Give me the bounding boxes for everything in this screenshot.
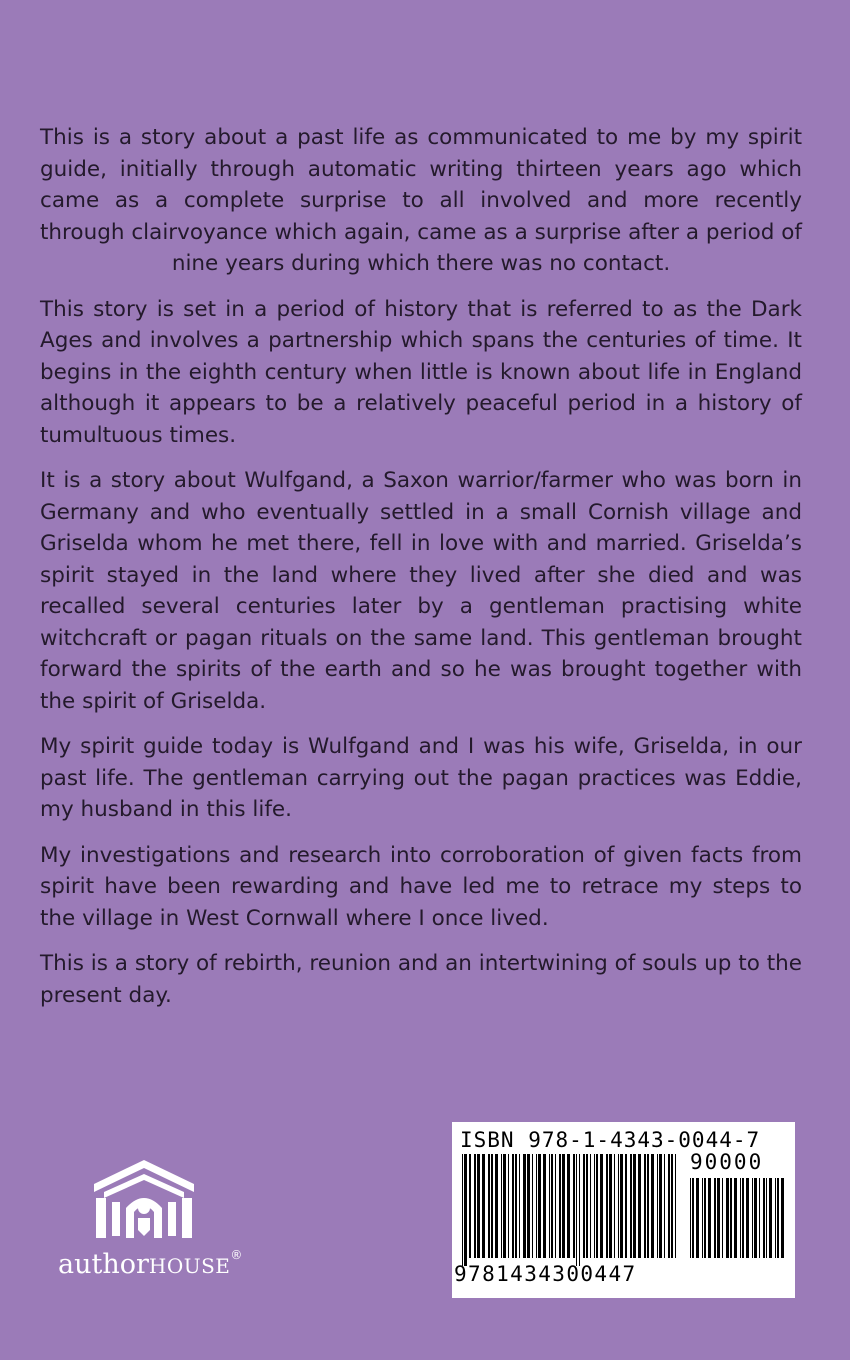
barcode-bar xyxy=(523,1154,526,1258)
barcode-bar xyxy=(576,1154,577,1266)
barcode-bar xyxy=(543,1154,546,1258)
barcode-bar xyxy=(551,1154,553,1258)
barcode-bar xyxy=(583,1154,585,1258)
barcode-bar xyxy=(495,1154,498,1258)
barcode-bar xyxy=(726,1178,729,1258)
barcode-bar xyxy=(606,1154,608,1258)
blurb-paragraph-3: It is a story about Wulfgand, a Saxon warrior/farmer who was born in Germany and who eventually settled in a small Cornish village and Griselda whom he met there, fell in love with and married. Griselda’s spirit stayed in the land where they lived after she died and was recalled several centuries later by a gentleman practising white witchcraft or pagan rituals on the same land. This gentleman brought forward the spirits of the earth and so he was brought together with the spirit of Griselda. xyxy=(40,468,802,714)
barcode-bar xyxy=(675,1154,676,1258)
barcode-bar xyxy=(777,1178,779,1258)
barcode-bar xyxy=(573,1154,575,1258)
isbn-barcode xyxy=(452,1122,795,1298)
barcode-bar xyxy=(462,1154,463,1266)
barcode-bar xyxy=(618,1154,619,1258)
barcode-bar xyxy=(746,1178,749,1258)
publisher-wordmark xyxy=(58,1248,242,1280)
barcode-bar xyxy=(644,1154,646,1258)
barcode-bar xyxy=(596,1154,598,1258)
barcode-bar xyxy=(766,1178,767,1258)
barcode-bar xyxy=(740,1178,741,1258)
barcode-bar xyxy=(630,1154,632,1258)
barcode-bar xyxy=(759,1178,760,1258)
trademark-symbol: ® xyxy=(230,1248,243,1262)
blurb-paragraph-2: This story is set in a period of history that is referred to as the Dark Ages and involves a partnership which spans the centuries of time. It begins in the eighth century when little is known about life in England although it appears to be a relatively peaceful period in a history of tumultuous times. xyxy=(40,296,802,448)
barcode-bar xyxy=(702,1178,703,1258)
barcode-bar xyxy=(579,1154,580,1266)
barcode-bar xyxy=(659,1154,662,1258)
barcode-bar xyxy=(708,1178,711,1258)
barcode-bar xyxy=(527,1154,530,1258)
barcode-bar xyxy=(696,1178,699,1258)
blurb-paragraph-6: This is a story of rebirth, reunion and an intertwining of souls up to the present day. xyxy=(40,951,802,1008)
blurb-paragraph-1: This is a story about a past life as communicated to me by my spirit guide, initially through automatic writing thirteen years ago which came as a complete surprise to all involved and more recently through clairvoyance which again, came as a surprise after a period of nine years during which there was no contact. xyxy=(40,125,802,276)
barcode-bar xyxy=(590,1154,591,1258)
barcode-bar xyxy=(586,1154,588,1258)
barcode-bar xyxy=(714,1178,716,1258)
publisher-name-part1: author xyxy=(58,1249,149,1280)
barcode-bar xyxy=(754,1178,757,1258)
barcode-bar xyxy=(609,1154,612,1258)
barcode-bar xyxy=(532,1154,533,1258)
barcode-bar xyxy=(491,1154,493,1258)
isbn-label: ISBN 978-1-4343-0044-7 xyxy=(460,1128,761,1152)
ean-digits: 9781434300447 xyxy=(454,1262,637,1286)
barcode-bar xyxy=(742,1178,744,1258)
barcode-bar xyxy=(671,1154,673,1258)
barcode-bar xyxy=(763,1178,765,1258)
barcode-bar xyxy=(474,1154,476,1258)
barcode-bar xyxy=(594,1154,595,1258)
publisher-logo xyxy=(58,1158,248,1288)
barcode-bar xyxy=(651,1154,654,1258)
back-cover-blurb xyxy=(40,122,802,1025)
barcode-bar xyxy=(600,1154,603,1258)
barcode-bar xyxy=(704,1178,706,1258)
barcode-bar xyxy=(519,1154,520,1258)
barcode-bar xyxy=(730,1178,732,1258)
barcode-bar xyxy=(692,1178,694,1258)
addon-barcode-bars xyxy=(688,1178,788,1266)
barcode-bar xyxy=(538,1154,541,1258)
barcode-bar xyxy=(722,1178,723,1258)
publisher-name-part2: HOUSE xyxy=(148,1254,231,1278)
barcode-bar xyxy=(614,1154,615,1258)
barcode-bar xyxy=(664,1154,665,1258)
barcode-bar xyxy=(567,1154,570,1258)
barcode-bar xyxy=(752,1178,753,1258)
house-book-icon xyxy=(90,1158,198,1244)
barcode-bar xyxy=(734,1178,737,1258)
barcode-bar xyxy=(647,1154,649,1258)
barcode-bar xyxy=(717,1178,720,1258)
barcode-bar xyxy=(559,1154,561,1258)
barcode-bar xyxy=(512,1154,514,1258)
barcode-bar xyxy=(477,1154,480,1258)
barcode-bar xyxy=(633,1154,636,1258)
barcode-bar xyxy=(620,1154,623,1258)
price-code: 90000 xyxy=(690,1150,764,1174)
barcode-bar xyxy=(562,1154,565,1258)
barcode-bar xyxy=(625,1154,627,1258)
barcode-bar xyxy=(464,1154,467,1266)
barcode-bar xyxy=(501,1154,502,1258)
barcode-bar xyxy=(488,1154,490,1258)
barcode-bar xyxy=(503,1154,506,1258)
blurb-paragraph-5: My investigations and research into corroboration of given facts from spirit have been rewarding and have led me to retrace my steps to the village in West Cornwall where I once lived. xyxy=(40,842,802,931)
barcode-bar xyxy=(536,1154,537,1258)
barcode-bar xyxy=(690,1178,691,1258)
barcode-bar xyxy=(469,1154,471,1258)
ean-barcode-bars xyxy=(460,1154,682,1266)
barcode-bar xyxy=(769,1178,772,1258)
barcode-bar xyxy=(775,1178,776,1258)
blurb-paragraph-4: My spirit guide today is Wulfgand and I was his wife, Griselda, in our past life. The gentleman carrying out the pagan practices was Eddie, my husband in this life. xyxy=(40,734,802,822)
barcode-bar xyxy=(508,1154,509,1258)
barcode-bar xyxy=(549,1154,550,1258)
barcode-bar xyxy=(555,1154,556,1258)
barcode-bar xyxy=(781,1178,784,1258)
barcode-bar xyxy=(482,1154,485,1258)
barcode-bar xyxy=(638,1154,641,1258)
barcode-bar xyxy=(657,1154,658,1258)
barcode-bar xyxy=(668,1154,670,1258)
barcode-bar xyxy=(515,1154,517,1258)
